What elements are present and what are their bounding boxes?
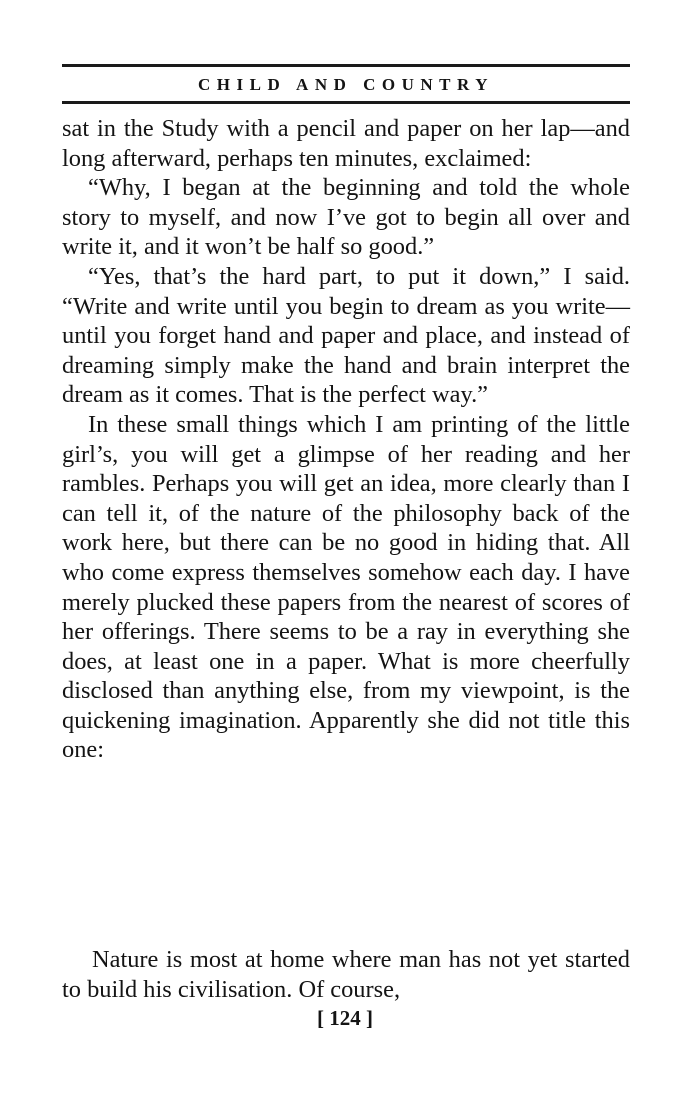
quoted-passage bbox=[62, 945, 630, 1004]
header-rule-top bbox=[62, 64, 630, 67]
paragraph-commentary: In these small things which I am printing of the little girl’s, you will get a glimpse of her reading and her rambles. Perhaps you will get an idea, more clearly than I can tell it, of the nature of the philosophy back of the work here, but there can be no good in hiding that. All who come express themselves somehow each day. I have merely plucked these papers from the nearest of scores of her offerings. There seems to be a ray in everything she does, at least one in a paper. What is more cheerfully disclosed than anything else, from my viewpoint, is the quickening imagination. Apparently she did not title this one: bbox=[62, 410, 630, 764]
body-text bbox=[62, 114, 630, 765]
paragraph-child-quote: “Why, I began at the beginning and told the whole story to myself, and now I’ve got to begin all over and write it, and it won’t be half so good.” bbox=[62, 174, 630, 261]
running-head-title: CHILD AND COUNTRY bbox=[198, 75, 494, 94]
page-number: [ 124 ] bbox=[317, 1006, 373, 1030]
paragraph-continuation: sat in the Study with a pencil and paper on her lap—and long afterward, perhaps ten minutes, exclaimed: bbox=[62, 115, 630, 172]
paragraph-author-reply: “Yes, that’s the hard part, to put it down,” I said. “Write and write until you begin to dream as you write—until you forget hand and paper and place, and instead of dreaming simply make the hand and brain interpret the dream as it comes. That is the perfect way.” bbox=[62, 262, 630, 409]
quoted-passage-text: Nature is most at home where man has not yet started to build his civilisation. Of course, bbox=[62, 946, 630, 1003]
header-rule-bottom bbox=[62, 101, 630, 104]
